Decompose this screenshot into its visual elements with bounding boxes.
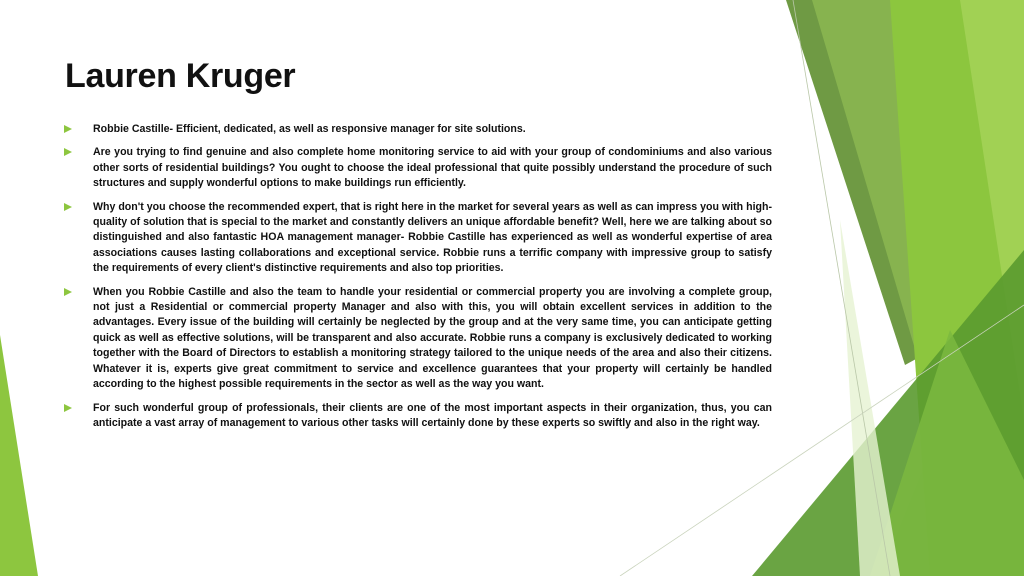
bullet-text: Are you trying to find genuine and also complete home monitoring service to aid with your group of condominiums and also various other sorts of residential buildings? You ought to choose the ideal professional that quite possibly understand the procedure of such structures and supply wonderful options to make buildings run efficiently. xyxy=(93,146,772,190)
bullet-text: Robbie Castille- Efficient, dedicated, as well as responsive manager for site solutions. xyxy=(93,123,526,135)
bullet-text: Why don't you choose the recommended expert, that is right here in the market for several years as well as can impress you with high-quality of solution that is special to the market and constantly delivers an unique affordable benefit? Well, here we are talking about so distinguished and also fantastic HOA management manager- Robbie Castille has experienced as well as wonderful expertise of area associations causes lasting collaborations and exceptional service. Robbie runs a terrific company with impressive group to satisfy the requirements of every client's distinctive requirements and also top priorities. xyxy=(93,200,772,275)
bullet-item xyxy=(64,285,772,393)
triangle-bullet-icon xyxy=(64,404,72,412)
triangle-bullet-icon xyxy=(64,148,72,156)
bullet-text: For such wonderful group of professionals, their clients are one of the most important aspects in their organization, thus, you can anticipate a vast array of management to various other tasks will certainly done by these experts so swiftly and also in the right way. xyxy=(93,401,772,429)
bullet-list xyxy=(64,122,772,439)
left-green-shape xyxy=(0,335,38,576)
bullet-text: When you Robbie Castille and also the team to handle your residential or commercial property you are involving a complete group, not just a Residential or commercial property Manager and also with this, you will obtain excellent services in addition to the advantages. Every issue of the building will certainly be neglected by the group and at the very same time, you can anticipate getting quick as well as effective solutions, will be transparent and also accurate. Robbie runs a company is exclusively dedicated to working together with the Board of Directors to establish a monitoring strategy tailored to the unique needs of the area and also their citizens. Whatever it is, experts give great commitment to service and excellence guarantees that your property will certainly be handled according to the highest possible requirements in the sector as well as the way you want. xyxy=(93,285,772,391)
triangle-bullet-icon xyxy=(64,125,72,133)
slide-title: Lauren Kruger xyxy=(65,57,296,95)
bullet-item xyxy=(64,122,772,137)
triangle-bullet-icon xyxy=(64,288,72,296)
bullet-item xyxy=(64,200,772,277)
bullet-item xyxy=(64,145,772,191)
bullet-item xyxy=(64,401,772,432)
triangle-bullet-icon xyxy=(64,203,72,211)
